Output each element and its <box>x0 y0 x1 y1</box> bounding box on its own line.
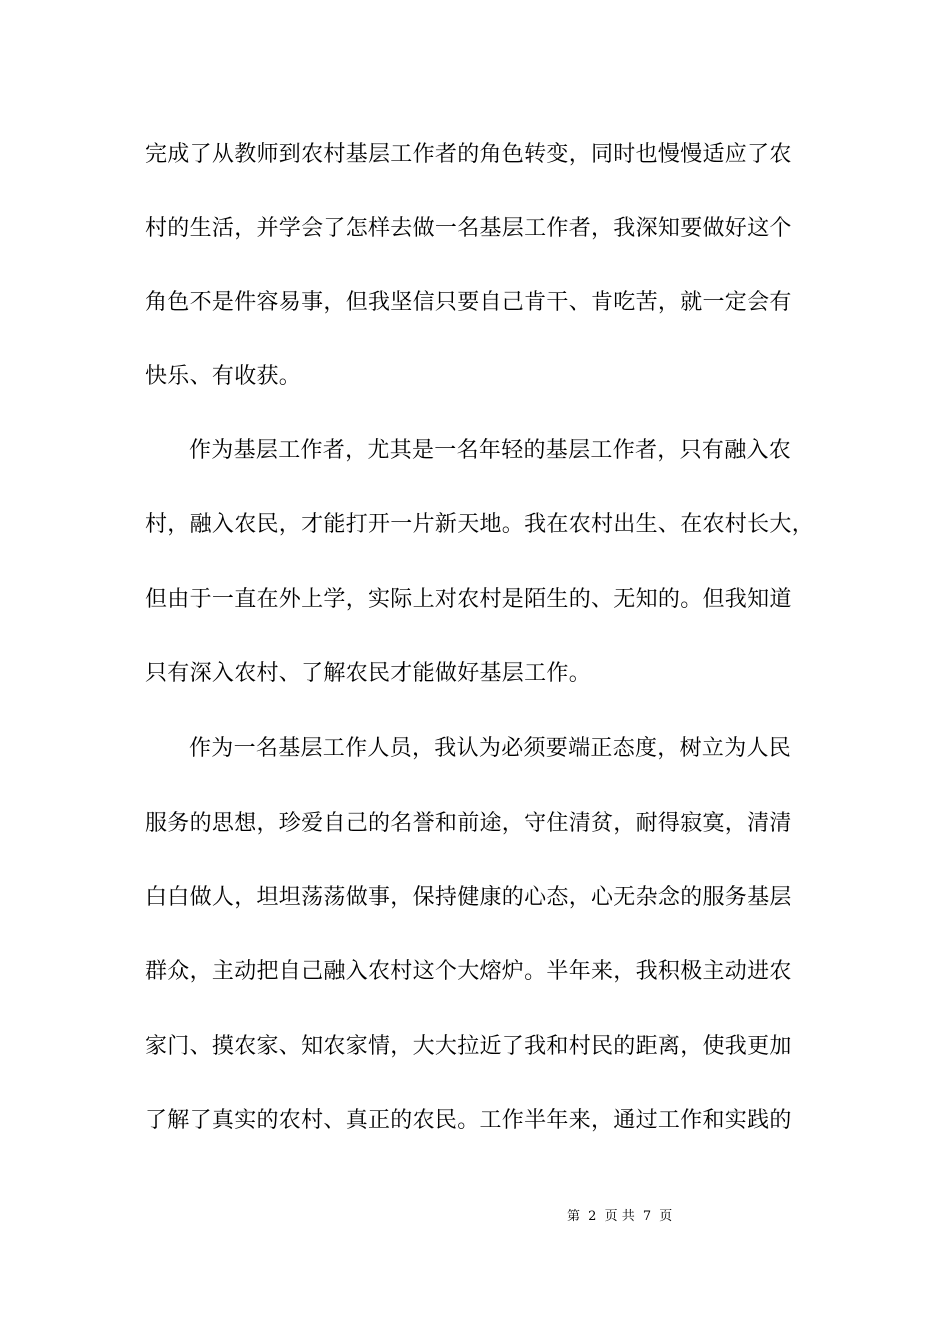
paragraph-2-line-1: 作为基层工作者，尤其是一名年轻的基层工作者，只有融入农 <box>189 438 792 463</box>
page-number-suffix: 页 <box>659 1209 673 1224</box>
paragraph-1-line-4: 快乐、有收获。 <box>145 364 302 389</box>
page-number-prefix: 第 <box>567 1209 581 1224</box>
paragraph-3-line-5: 家门、摸农家、知农家情，大大拉近了我和村民的距离，使我更加 <box>145 1034 792 1059</box>
paragraph-1-line-3: 角色不是件容易事，但我坚信只要自己肯干、肯吃苦，就一定会有 <box>145 290 792 315</box>
paragraph-3-line-3: 白白做人，坦坦荡荡做事，保持健康的心态，心无杂念的服务基层 <box>145 885 792 910</box>
page-number-total: 7 <box>642 1209 652 1224</box>
paragraph-1-line-2: 村的生活，并学会了怎样去做一名基层工作者，我深知要做好这个 <box>145 216 792 241</box>
paragraph-3-line-2: 服务的思想，珍爱自己的名誉和前途，守住清贫，耐得寂寞，清清 <box>145 811 792 836</box>
paragraph-2-line-3: 但由于一直在外上学，实际上对农村是陌生的、无知的。但我知道 <box>145 587 792 612</box>
page-number <box>565 1208 674 1226</box>
paragraph-3-line-6: 了解了真实的农村、真正的农民。工作半年来，通过工作和实践的 <box>145 1108 792 1133</box>
page-number-middle: 页 共 <box>604 1209 635 1224</box>
paragraph-1-line-1: 完成了从教师到农村基层工作者的角色转变，同时也慢慢适应了农 <box>145 142 792 167</box>
paragraph-3-line-4: 群众，主动把自己融入农村这个大熔炉。半年来，我积极主动进农 <box>145 959 792 984</box>
paragraph-3-line-1: 作为一名基层工作人员，我认为必须要端正态度，树立为人民 <box>189 736 792 761</box>
paragraph-2-line-4: 只有深入农村、了解农民才能做好基层工作。 <box>145 661 592 686</box>
page-number-current: 2 <box>588 1209 597 1224</box>
paragraph-2-line-2: 村，融入农民，才能打开一片新天地。我在农村出生、在农村长大， <box>145 512 815 537</box>
